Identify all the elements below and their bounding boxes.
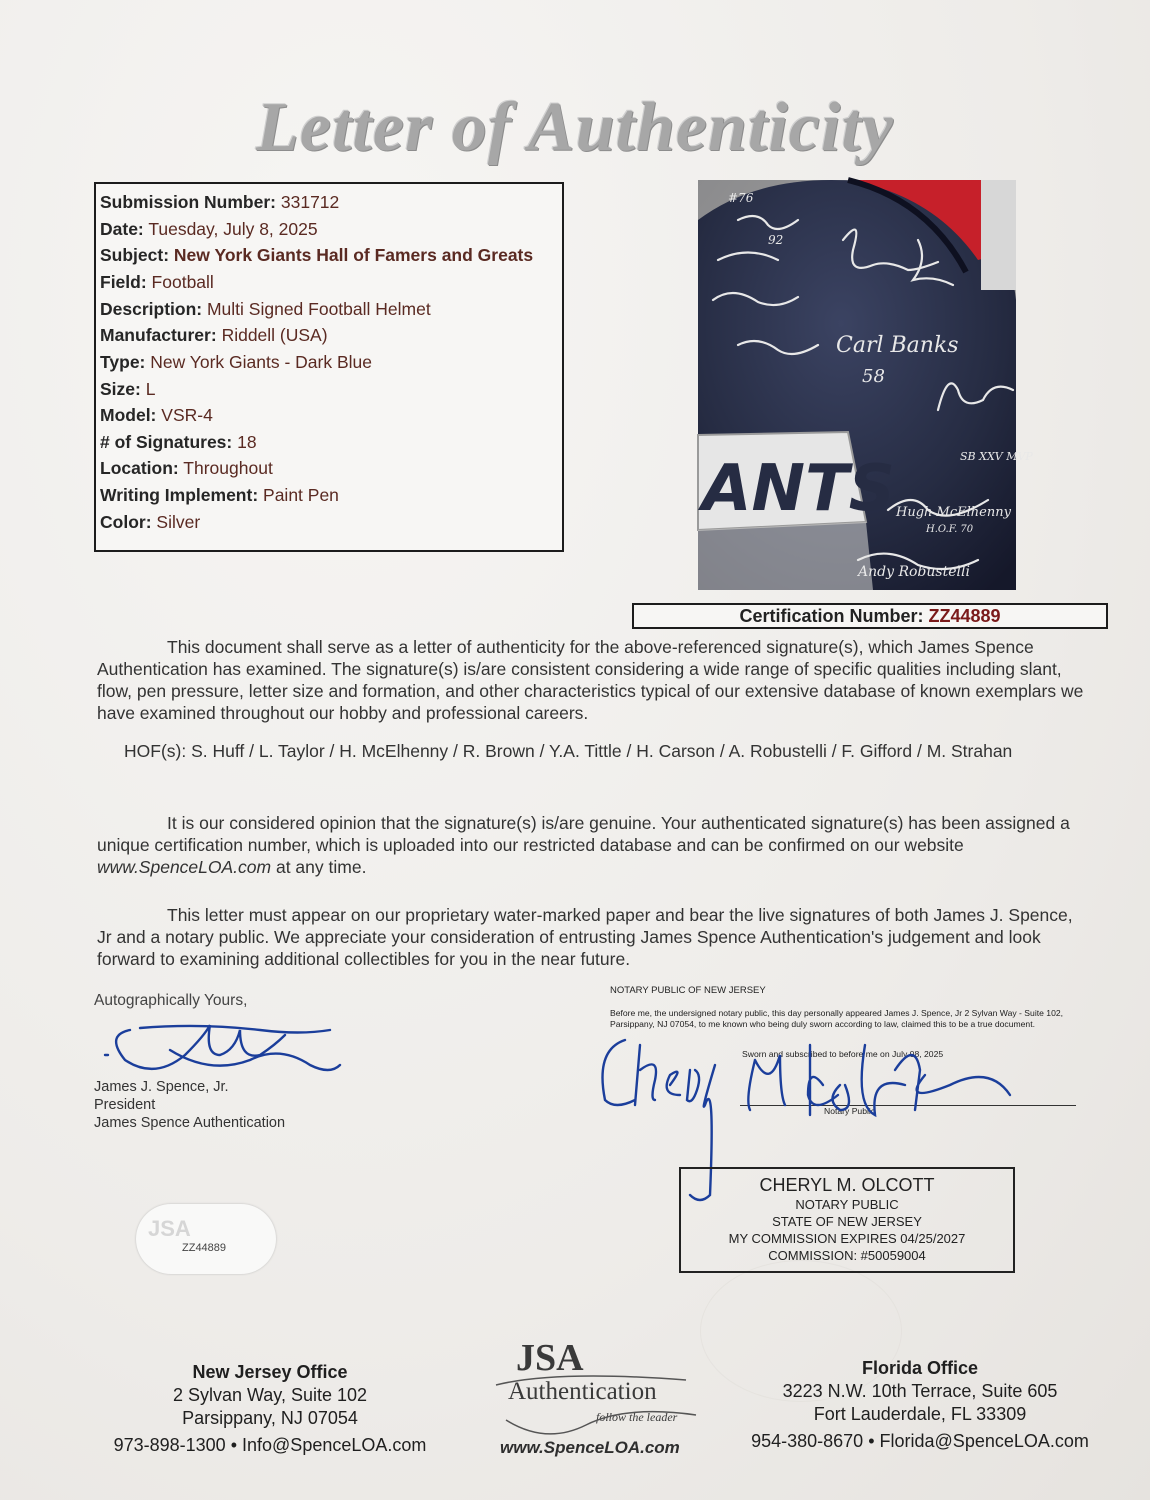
certification-box	[632, 603, 1108, 629]
detail-value: Silver	[156, 511, 201, 532]
helmet-signature-text: 58	[862, 366, 885, 387]
detail-key: Model:	[100, 405, 157, 426]
detail-key: Field:	[100, 272, 147, 293]
detail-row	[100, 509, 558, 536]
office-contact: 954-380-8670 • Florida@SpenceLOA.com	[751, 1431, 1089, 1451]
logo-website[interactable]: www.SpenceLOA.com	[500, 1438, 680, 1457]
detail-value: Throughout	[183, 458, 273, 479]
office-address: Fort Lauderdale, FL 33309	[813, 1404, 1027, 1424]
authenticity-paragraph	[97, 636, 1097, 724]
stamp-line: STATE OF NEW JERSEY	[772, 1214, 922, 1229]
office-email[interactable]: Info@SpenceLOA.com	[242, 1435, 427, 1455]
detail-row	[100, 296, 558, 323]
logo-tagline: follow the leader	[596, 1410, 678, 1424]
signer-title: President	[94, 1097, 156, 1113]
detail-value: Football	[151, 272, 214, 293]
office-phone: 973-898-1300	[113, 1435, 226, 1455]
office-address: 3223 N.W. 10th Terrace, Suite 605	[782, 1381, 1058, 1401]
logo-swash	[486, 1360, 706, 1440]
detail-value: Tuesday, July 8, 2025	[148, 218, 318, 239]
page-title: Letter of Authenticity	[256, 89, 894, 166]
helmet-signature-text: #76	[728, 191, 754, 205]
closing-text: Autographically Yours,	[94, 992, 248, 1009]
detail-row	[100, 189, 558, 216]
helmet-signature-text: H.O.F. 70	[926, 524, 974, 535]
jsa-logo	[486, 1337, 706, 1460]
website-link[interactable]: www.SpenceLOA.com	[97, 857, 272, 877]
hof-list: HOF(s): S. Huff / L. Taylor / H. McElhenny / R. Brown / Y.A. Tittle / H. Carson / A. Robustelli / F. Gifford / M. Strahan	[124, 741, 1013, 761]
detail-key: Writing Implement:	[100, 484, 259, 505]
logo-jsa: JSA	[516, 1337, 584, 1379]
stamp-line: COMMISSION: #50059004	[768, 1248, 926, 1263]
notary-heading: NOTARY PUBLIC OF NEW JERSEY	[610, 985, 766, 996]
detail-value: New York Giants - Dark Blue	[150, 351, 373, 372]
notary-label: Notary Public	[824, 1106, 876, 1116]
helmet-image	[698, 180, 1033, 590]
notary-name: CHERYL M. OLCOTT	[759, 1175, 935, 1195]
office-heading: New Jersey Office	[192, 1362, 348, 1382]
detail-row	[100, 455, 558, 482]
sticker-number: ZZ44889	[182, 1242, 227, 1254]
paragraph-text: It is our considered opinion that the signature(s) is/are genuine. Your authenticated signature(s) has been assigned a unique certification number, which is uploaded into our restricted database and can be confirmed on our website	[97, 813, 1070, 855]
helmet-signature-text: Andy Robustelli	[858, 564, 970, 580]
detail-row	[100, 216, 558, 243]
stamp-line: NOTARY PUBLIC	[795, 1197, 899, 1212]
notary-sworn-text: Sworn and subscribed to before me on July 08, 2025	[742, 1049, 944, 1059]
detail-key: Description:	[100, 298, 203, 319]
stamp-line: MY COMMISSION EXPIRES 04/25/2027	[728, 1231, 966, 1246]
jsa-hologram-sticker	[136, 1204, 276, 1274]
detail-row	[100, 269, 558, 296]
florida-office	[720, 1356, 1120, 1453]
office-contact: 973-898-1300 • Info@SpenceLOA.com	[113, 1435, 427, 1455]
detail-key: Size:	[100, 378, 141, 399]
helmet-signature-text: Hugh McElhenny	[896, 505, 1011, 520]
jsa-sticker-mark: JSA	[148, 1216, 191, 1241]
detail-row	[100, 244, 558, 267]
office-address: 2 Sylvan Way, Suite 102	[172, 1385, 368, 1405]
detail-value: Paint Pen	[263, 484, 339, 505]
detail-value: 18	[237, 431, 257, 452]
logo-authentication: Authentication	[508, 1378, 657, 1405]
detail-value: New York Giants Hall of Famers and Greats	[173, 245, 534, 266]
detail-key: Type:	[100, 351, 146, 372]
watermark-paragraph	[97, 904, 1077, 970]
office-email[interactable]: Florida@SpenceLOA.com	[879, 1431, 1089, 1451]
signer-name: James J. Spence, Jr.	[94, 1079, 229, 1095]
opinion-paragraph	[97, 812, 1077, 878]
new-jersey-office	[100, 1360, 440, 1457]
signer-company: James Spence Authentication	[94, 1115, 286, 1131]
detail-key: # of Signatures:	[100, 431, 233, 452]
detail-value: 331712	[280, 192, 340, 212]
detail-key: Color:	[100, 511, 152, 532]
paragraph-text: at any time.	[271, 857, 367, 877]
detail-value: Multi Signed Football Helmet	[206, 298, 431, 319]
paragraph-text: This letter must appear on our proprietary water-marked paper and bear the live signatures of both James J. Spence, Jr and a notary public. We appreciate your consideration of entrusting James Spence Authentication's judgement and look forward to examining additional collectibles for you in the near future.	[97, 905, 1073, 969]
details-box	[94, 182, 564, 552]
detail-row	[100, 376, 558, 403]
detail-row	[100, 429, 558, 456]
detail-value: VSR-4	[161, 405, 213, 426]
signer-info	[94, 1078, 285, 1132]
closing-block	[94, 992, 394, 1010]
detail-key: Date:	[100, 218, 144, 239]
helmet-logo-text: ANTS	[702, 452, 895, 526]
helmet-photo	[698, 180, 1033, 590]
helmet-signature-text: Carl Banks	[836, 333, 959, 358]
notary-stamp	[679, 1167, 1015, 1273]
paragraph-text: This document shall serve as a letter of authenticity for the above-referenced signature(s), which James Spence Authentication has examined. The signature(s) is/are consistent considering a wide range of specific qualities including slant, flow, pen pressure, letter size and formation, and other characteristics typical of our extensive database of known exemplars we have examined throughout our hobby and professional careers.	[97, 637, 1084, 723]
detail-row	[100, 349, 558, 376]
helmet-signature-text: SB XXV MVP	[960, 450, 1033, 463]
detail-key: Submission Number:	[100, 192, 276, 212]
spence-signature	[100, 1010, 350, 1080]
detail-row	[100, 482, 558, 509]
helmet-signature-text: 92	[768, 233, 784, 247]
detail-key: Manufacturer:	[100, 325, 217, 346]
notary-body: Before me, the undersigned notary public, this day personally appeared James J. Spence, Jr 2 Sylvan Way - Suite 102, Parsippany, NJ 07054, to me known who being duly sworn according to law, claimed this to be a true document.	[610, 1008, 1064, 1029]
office-address: Parsippany, NJ 07054	[182, 1408, 358, 1428]
detail-value: Riddell (USA)	[221, 325, 328, 346]
detail-row	[100, 322, 558, 349]
detail-key: Subject:	[100, 245, 170, 266]
detail-key: Location:	[100, 458, 179, 479]
detail-value: L	[145, 378, 156, 399]
office-phone: 954-380-8670	[751, 1431, 864, 1451]
detail-row	[100, 402, 558, 429]
certification-number: ZZ44889	[928, 606, 1001, 626]
certification-label: Certification Number:	[739, 606, 924, 626]
office-heading: Florida Office	[861, 1358, 978, 1378]
